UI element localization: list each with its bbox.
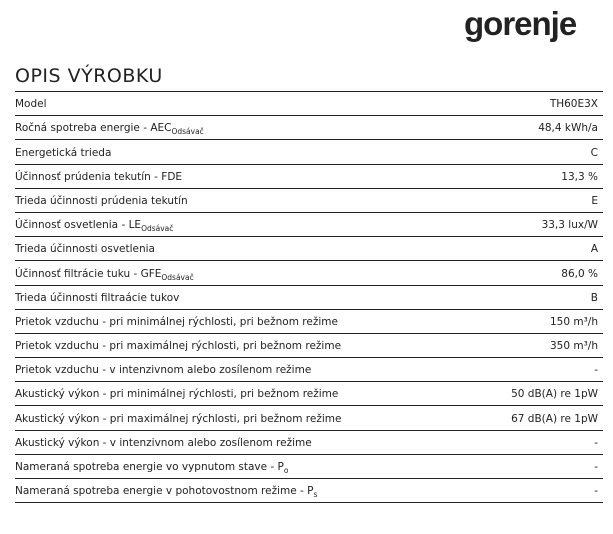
spec-value: 86,0 % [561,267,598,280]
spec-row-fde [15,165,603,189]
spec-value: - [594,485,598,498]
spec-value: - [594,364,598,377]
spec-label: Účinnosť osvetlenia - $LE_{Odsávač}$ [15,219,174,234]
spec-row-energy-class [15,140,603,164]
spec-row-power-off [15,455,603,479]
spec-row-noise-boost [15,431,603,455]
spec-value: 33,3 lux/W [541,219,598,232]
spec-label: Prietok vzduchu - v intenzivnom alebo zosílenom režime [15,364,312,377]
spec-row-le-class [15,237,603,261]
spec-row-noise-max [15,406,603,430]
spec-row-power-standby [15,479,603,503]
spec-value: 150 m³/h [549,315,598,328]
spec-label: Trieda účinnosti filtraácie tukov [15,291,180,304]
spec-value: TH60E3X [549,98,598,111]
spec-label: Energetická trieda [15,146,112,159]
spec-value: 48,4 kWh/a [538,122,598,135]
spec-value: E [591,194,598,207]
spec-value: B [590,291,598,304]
spec-value: C [590,146,598,159]
spec-row-noise-min [15,382,603,406]
spec-value: 13,3 % [561,170,598,183]
spec-value: - [594,436,598,449]
spec-value: 350 m³/h [549,340,598,353]
spec-label: Akustický výkon - v intenzivnom alebo zosílenom režime [15,436,312,449]
spec-row-model [15,92,603,116]
spec-row-le [15,213,603,237]
spec-label: Prietok vzduchu - pri maximálnej rýchlosti, pri bežnom režime [15,340,342,353]
spec-value: 67 dB(A) re 1pW [511,412,598,425]
spec-label: Účinnosť prúdenia tekutín - FDE [15,170,183,183]
spec-label: Prietok vzduchu - pri minimálnej rýchlosti, pri bežnom režime [15,315,338,328]
gorenje-logo: gorenje [464,5,577,42]
spec-row-airflow-min [15,310,603,334]
spec-value: 50 dB(A) re 1pW [511,388,598,401]
spec-row-gfe-class [15,286,603,310]
spec-value: A [590,243,598,256]
spec-label: Účinnosť filtrácie tuku - $GFE_{Odsávač}$ [15,267,194,282]
spec-row-airflow-boost [15,358,603,382]
spec-row-annual-energy [15,116,603,140]
spec-label: Trieda účinnosti osvetlenia [15,243,155,256]
spec-label: Akustický výkon - pri maximálnej rýchlosti, pri bežnom režime [15,412,342,425]
spec-row-airflow-max [15,334,603,358]
spec-label: Akustický výkon - pri minimálnej rýchlosti, pri bežnom režime [15,388,339,401]
product-spec-table [15,92,603,503]
spec-label: Nameraná spotreba energie v pohotovostnom režime - $P_s$ [15,485,318,500]
spec-row-gfe [15,261,603,285]
spec-value: - [594,461,598,473]
spec-label: Nameraná spotreba energie vo vypnutom stave - $P_o$ [15,461,289,475]
spec-label: Model [15,98,47,111]
page-title: OPIS VÝROBKU [15,65,163,87]
spec-label: Ročná spotreba energie - $AEC_{Odsávač}$ [15,122,204,137]
spec-row-fde-class [15,189,603,213]
spec-label: Trieda účinnosti prúdenia tekutín [15,194,188,207]
